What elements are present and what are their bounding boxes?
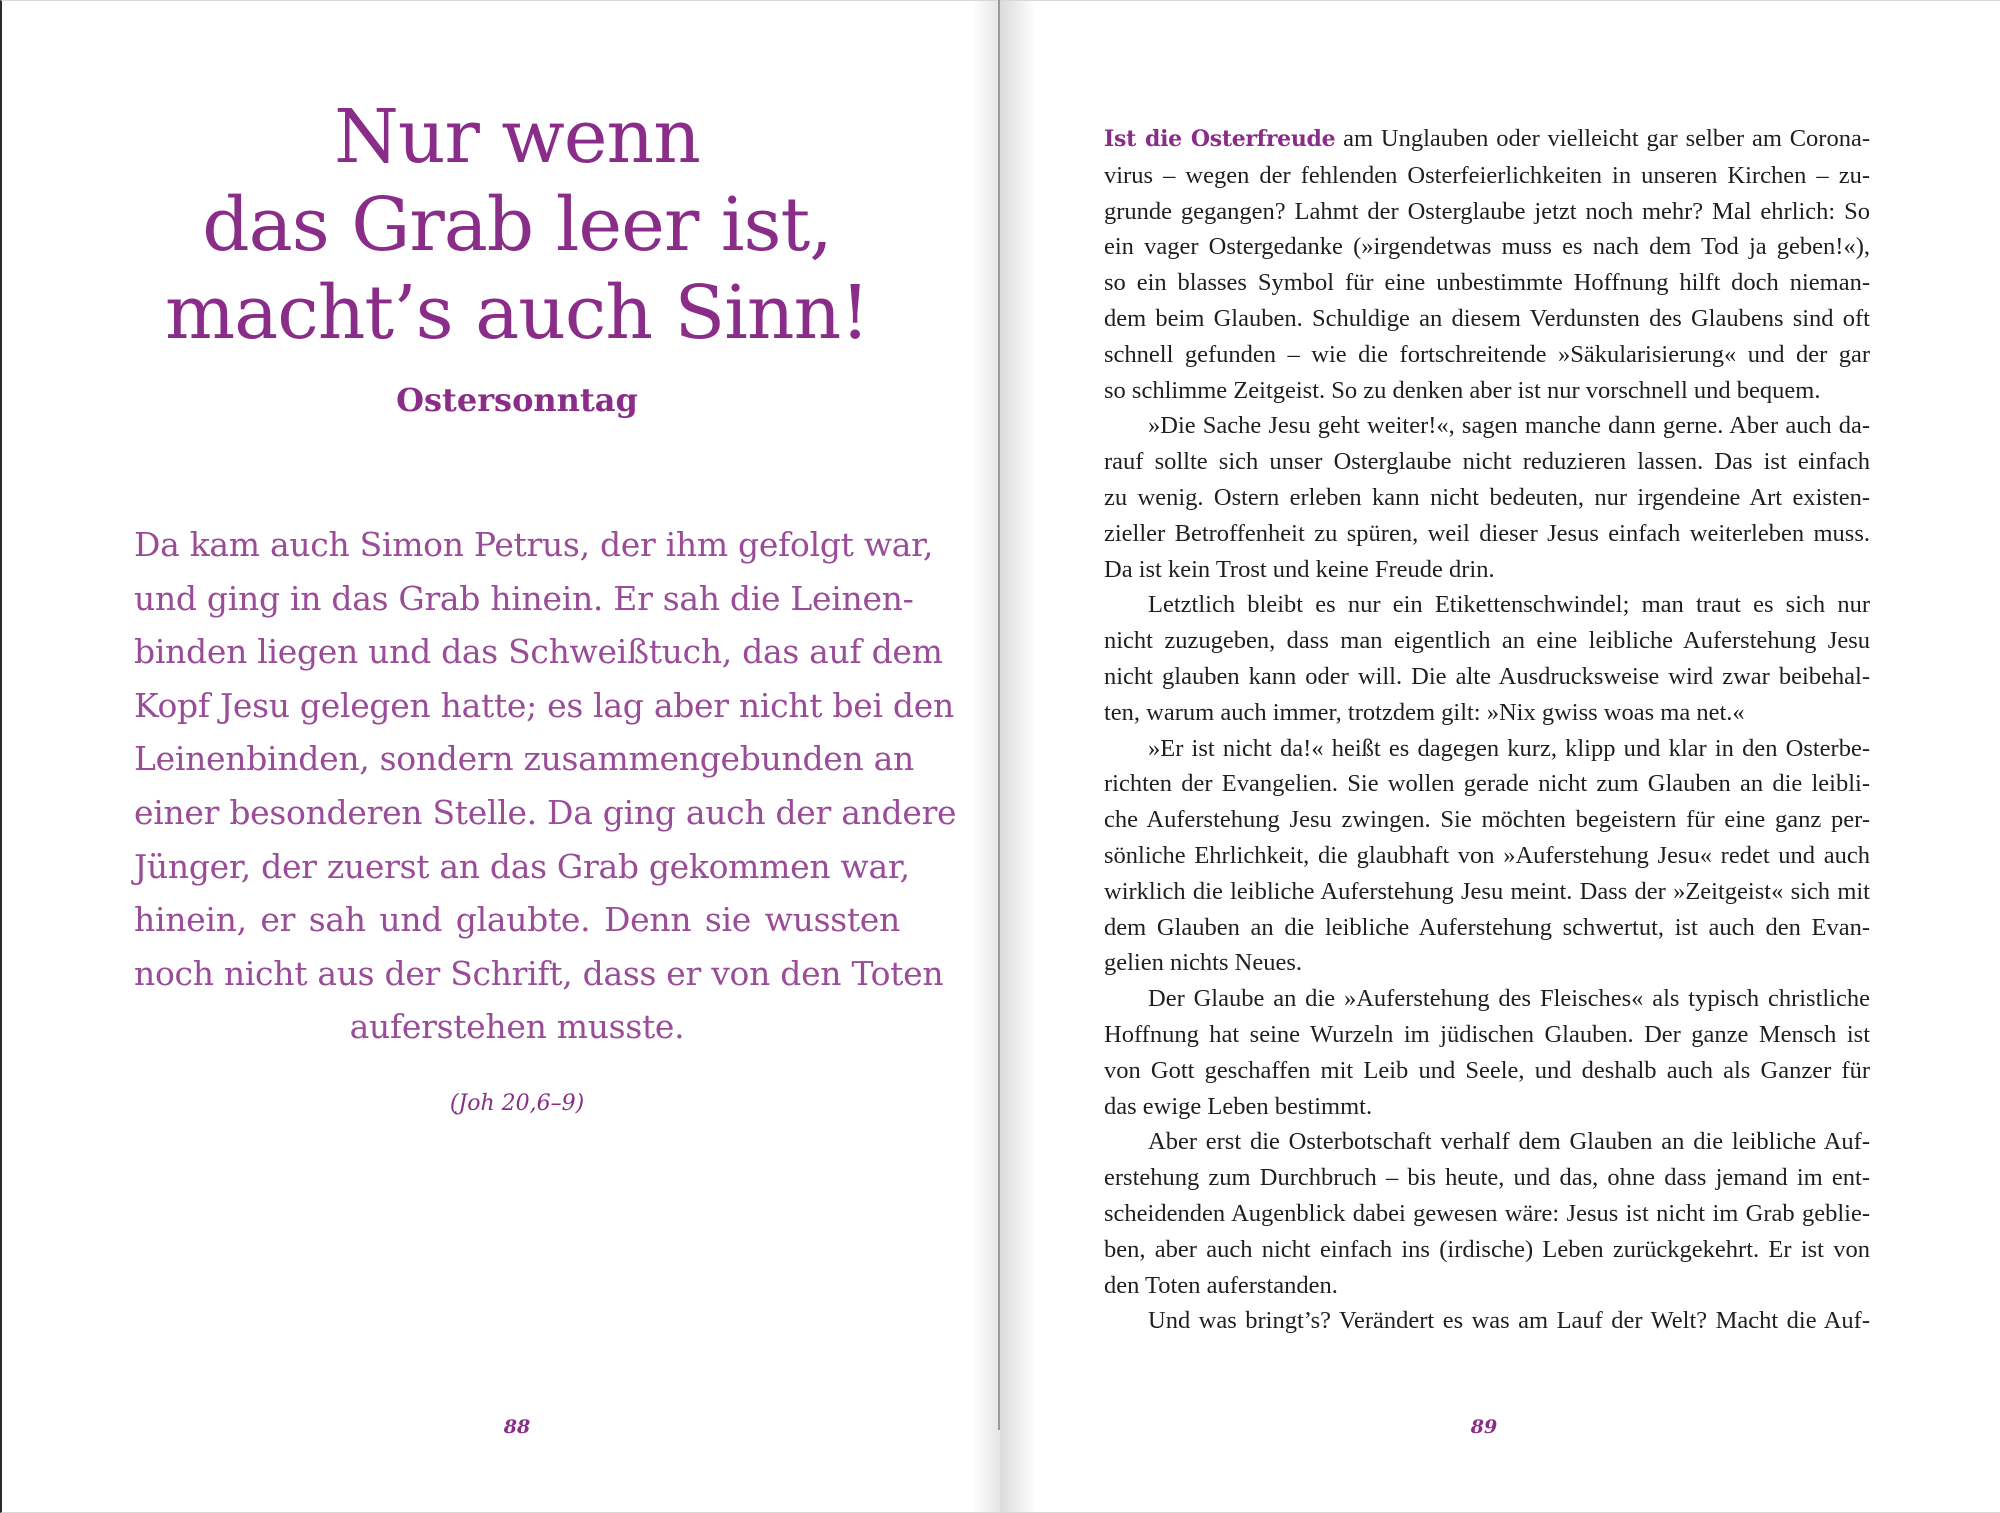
body-line: gelien nichts Neues.	[1104, 949, 1302, 977]
body-line: so schlimme Zeitgeist. So zu denken aber ist nur vorschnell und bequem.	[1104, 376, 1821, 404]
page-number-right: 89	[1470, 1416, 1498, 1438]
body-line: Da ist kein Trost und keine Freude drin.	[1104, 555, 1495, 583]
body-line: virus – wegen der fehlenden Osterfeierlichkeiten in unseren Kirchen – zu-	[1104, 161, 1870, 189]
title-line: das Grab leer ist,	[202, 182, 832, 268]
body-line: »Er ist nicht da!« heißt es dagegen kurz, klipp und klar in den Osterbe-	[1148, 734, 1870, 762]
quote-line: auferstehen musste.	[349, 1007, 685, 1047]
quote-line: noch nicht aus der Schrift, dass er von den Toten	[134, 953, 944, 993]
chapter-title	[122, 93, 912, 357]
chapter-subtitle: Ostersonntag	[396, 381, 638, 419]
body-line: so ein blasses Symbol für eine unbestimmte Hoffnung hilft doch nieman-	[1104, 269, 1870, 297]
quote-line: und ging in das Grab hinein. Er sah die Leinen-	[134, 578, 914, 618]
body-line: erstehung zum Durchbruch – bis heute, und das, ohne dass jemand im ent-	[1104, 1164, 1870, 1192]
body-line: schnell gefunden – wie die fortschreitende »Säkularisierung« und der gar	[1104, 340, 1870, 368]
body-line: richten der Evangelien. Sie wollen gerade nicht zum Glauben an die leibli-	[1104, 770, 1870, 798]
body-line: sönliche Ehrlichkeit, die glaubhaft von »Auferstehung Jesu« redet und auch	[1104, 841, 1870, 869]
title-line: Nur wenn	[334, 94, 700, 180]
body-line: ben, aber auch nicht einfach ins (irdische) Leben zurückgekehrt. Er ist von	[1104, 1235, 1870, 1263]
body-line	[1104, 121, 1870, 158]
body-line: zu wenig. Ostern erleben kann nicht bedeuten, nur irgendeine Art existen-	[1104, 483, 1870, 511]
body-line: den Toten auferstanden.	[1104, 1271, 1338, 1299]
gutter-shadow	[972, 1, 1000, 1512]
body-line: rauf sollte sich unser Osterglaube nicht reduzieren lassen. Das ist einfach	[1104, 448, 1870, 476]
quote-line: binden liegen und das Schweißtuch, das auf dem	[134, 632, 943, 672]
body-line: dem Glauben an die leibliche Auferstehung schwertut, ist auch den Evan-	[1104, 913, 1870, 941]
page-number-left: 88	[503, 1416, 531, 1438]
body-line: Letztlich bleibt es nur ein Etikettenschwindel; man traut es sich nur	[1148, 591, 1870, 619]
scripture-citation: (Joh 20,6–9)	[449, 1091, 585, 1116]
body-line: Aber erst die Osterbotschaft verhalf dem Glauben an die leibliche Auf-	[1148, 1128, 1870, 1156]
body-line: ten, warum auch immer, trotzdem gilt: »Nix gwiss woas ma net.«	[1104, 698, 1745, 726]
body-line: Hoffnung hat seine Wurzeln im jüdischen Glauben. Der ganze Mensch ist	[1104, 1020, 1870, 1048]
quote-line: Jünger, der zuerst an das Grab gekommen war,	[134, 846, 910, 886]
quote-line: hinein, er sah und glaubte. Denn sie wussten	[134, 900, 900, 940]
body-line: von Gott geschaffen mit Leib und Seele, und deshalb auch als Ganzer für	[1104, 1056, 1870, 1084]
body-line: dem beim Glauben. Schuldige an diesem Verdunsten des Glaubens sind oft	[1104, 304, 1870, 332]
body-line: das ewige Leben bestimmt.	[1104, 1092, 1373, 1120]
quote-line: Kopf Jesu gelegen hatte; es lag aber nicht bei den	[134, 685, 954, 725]
body-line: wirklich die leibliche Auferstehung Jesu meint. Dass der »Zeitgeist« sich mit	[1104, 877, 1870, 905]
body-line: nicht zuzugeben, dass man eigentlich an eine leibliche Auferstehung Jesu	[1104, 627, 1870, 655]
lead-in: Ist die Osterfreude	[1104, 126, 1336, 152]
quote-line: Leinenbinden, sondern zusammengebunden an	[134, 739, 915, 779]
body-line: ein vager Ostergedanke (»irgendetwas muss es nach dem Tod ja geben!«),	[1104, 233, 1870, 261]
quote-line: einer besonderen Stelle. Da ging auch der andere	[134, 792, 957, 832]
gutter-shadow	[1000, 1, 1036, 1512]
body-text	[1104, 121, 1870, 1339]
body-line: Der Glaube an die »Auferstehung des Fleisches« als typisch christliche	[1148, 985, 1870, 1013]
body-line: nicht glauben kann oder will. Die alte Ausdrucksweise wird zwar beibehal-	[1104, 662, 1870, 690]
body-line: che Auferstehung Jesu zwingen. Sie möchten begeistern für eine ganz per-	[1104, 806, 1870, 834]
body-line: grunde gegangen? Lahmt der Osterglaube jetzt noch mehr? Mal ehrlich: So	[1104, 197, 1870, 225]
scripture-quote	[134, 518, 957, 1054]
quote-line: Da kam auch Simon Petrus, der ihm gefolgt war,	[134, 525, 934, 564]
body-line: zieller Betroffenheit zu spüren, weil dieser Jesus einfach weiterleben muss.	[1104, 519, 1870, 547]
first-line-rest: am Unglauben oder vielleicht gar selber am Corona-	[1335, 125, 1870, 152]
title-line: macht’s auch Sinn!	[165, 270, 869, 356]
right-page	[1000, 0, 2000, 1513]
body-line: scheidenden Augenblick dabei gewesen wäre: Jesus ist nicht im Grab geblie-	[1104, 1199, 1870, 1227]
body-line: Und was bringt’s? Verändert es was am Lauf der Welt? Macht die Auf-	[1148, 1307, 1870, 1335]
body-line: »Die Sache Jesu geht weiter!«, sagen manche dann gerne. Aber auch da-	[1148, 412, 1870, 440]
